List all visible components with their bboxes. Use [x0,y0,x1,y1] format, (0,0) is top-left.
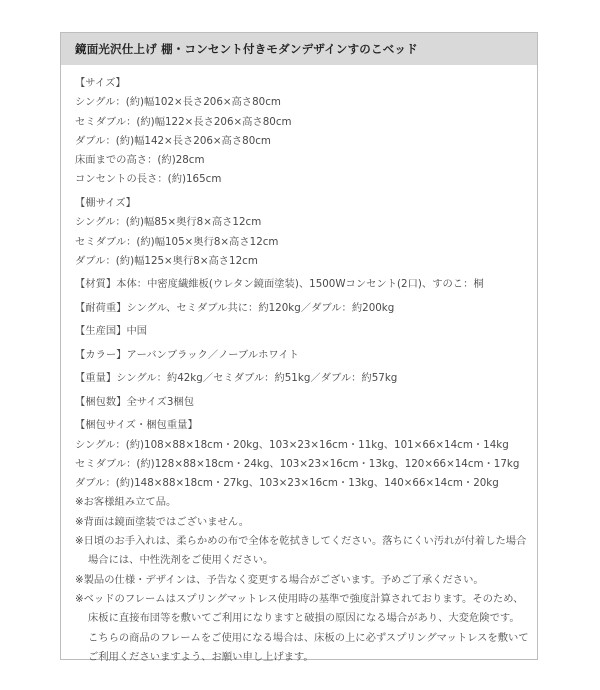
spec-line: ※お客様組み立て品。 [75,496,177,509]
spec-line: コンセントの長さ：(約)165cm [75,173,222,186]
spec-line: ※背面は鏡面塗装ではございません。 [75,515,249,528]
spec-line: セミダブル：(約)幅105×奥行8×高さ12cm [75,235,279,248]
spec-line: ※ベッドのフレームはスプリングマットレス使用時の基準で強度計算されております。そのため、 [75,592,524,605]
spec-section [75,532,537,571]
spec-section [75,74,537,190]
spec-section [75,275,537,294]
spec-line: ※製品の仕様・デザインは、予告なく変更する場合がございます。予めご了承ください。 [75,573,484,586]
spec-line: シングル：(約)幅102×長さ206×高さ80cm [75,96,281,109]
spec-line: ダブル：(約)148×88×18cm・27kg、103×23×16cm・13kg、140×66×14cm・20kg [75,477,499,490]
spec-line: 【梱包数】全サイズ3梱包 [75,395,194,408]
spec-line: ご利用くださいますよう、お願い申し上げます。 [88,650,314,663]
spec-line: 【棚サイズ】 [75,196,136,209]
spec-section [75,590,537,667]
spec-title: 鏡面光沢仕上げ 棚・コンセント付きモダンデザインすのこベッド [61,33,537,65]
spec-section [75,322,537,341]
spec-line: 床面までの高さ：(約)28cm [75,154,205,167]
spec-line: 【生産国】中国 [75,325,148,338]
spec-line: こちらの商品のフレームをご使用になる場合は、床板の上に必ずスプリングマットレスを敷いて [88,631,529,644]
spec-line: 【材質】本体：中密度繊維板(ウレタン鏡面塗装)、1500Wコンセント(2口)、すのこ：桐 [75,278,484,291]
product-spec-box [60,32,538,663]
spec-section [75,346,537,365]
spec-line: ※日頃のお手入れは、柔らかめの布で全体を乾拭きしてください。落ちにくい汚れが付着した場合 [75,535,527,548]
spec-line: 【サイズ】 [75,77,126,89]
spec-line: ダブル：(約)幅142×長さ206×高さ80cm [75,134,271,147]
spec-section [75,571,537,590]
spec-line: シングル：(約)108×88×18cm・20kg、103×23×16cm・11kg、101×66×14cm・14kg [75,438,509,451]
spec-section [75,513,537,532]
spec-line: 【耐荷重】シングル、セミダブル共に：約120kg／ダブル：約200kg [75,301,395,314]
spec-line: 【カラー】アーバンブラック／ノーブルホワイト [75,348,299,361]
spec-section [75,393,537,412]
spec-line: 床板に直接布団等を敷いてご利用になりますと破損の原因になる場合があり、大変危険です。 [88,612,520,625]
spec-line: セミダブル：(約)幅122×長さ206×高さ80cm [75,115,292,128]
spec-body [61,65,537,667]
spec-section [75,194,537,271]
spec-line: 【重量】シングル：約42kg／セミダブル：約51kg／ダブル：約57kg [75,372,398,385]
spec-line: セミダブル：(約)128×88×18cm・24kg、103×23×16cm・13kg、120×66×14cm・17kg [75,457,520,470]
spec-line: 【梱包サイズ・梱包重量】 [75,419,198,432]
spec-section [75,369,537,388]
spec-line: 場合には、中性洗剤をご使用ください。 [88,554,274,567]
spec-section [75,416,537,435]
spec-line: ダブル：(約)幅125×奥行8×高さ12cm [75,254,258,267]
spec-section [75,436,537,513]
spec-line: シングル：(約)幅85×奥行8×高さ12cm [75,216,262,229]
spec-section [75,299,537,318]
